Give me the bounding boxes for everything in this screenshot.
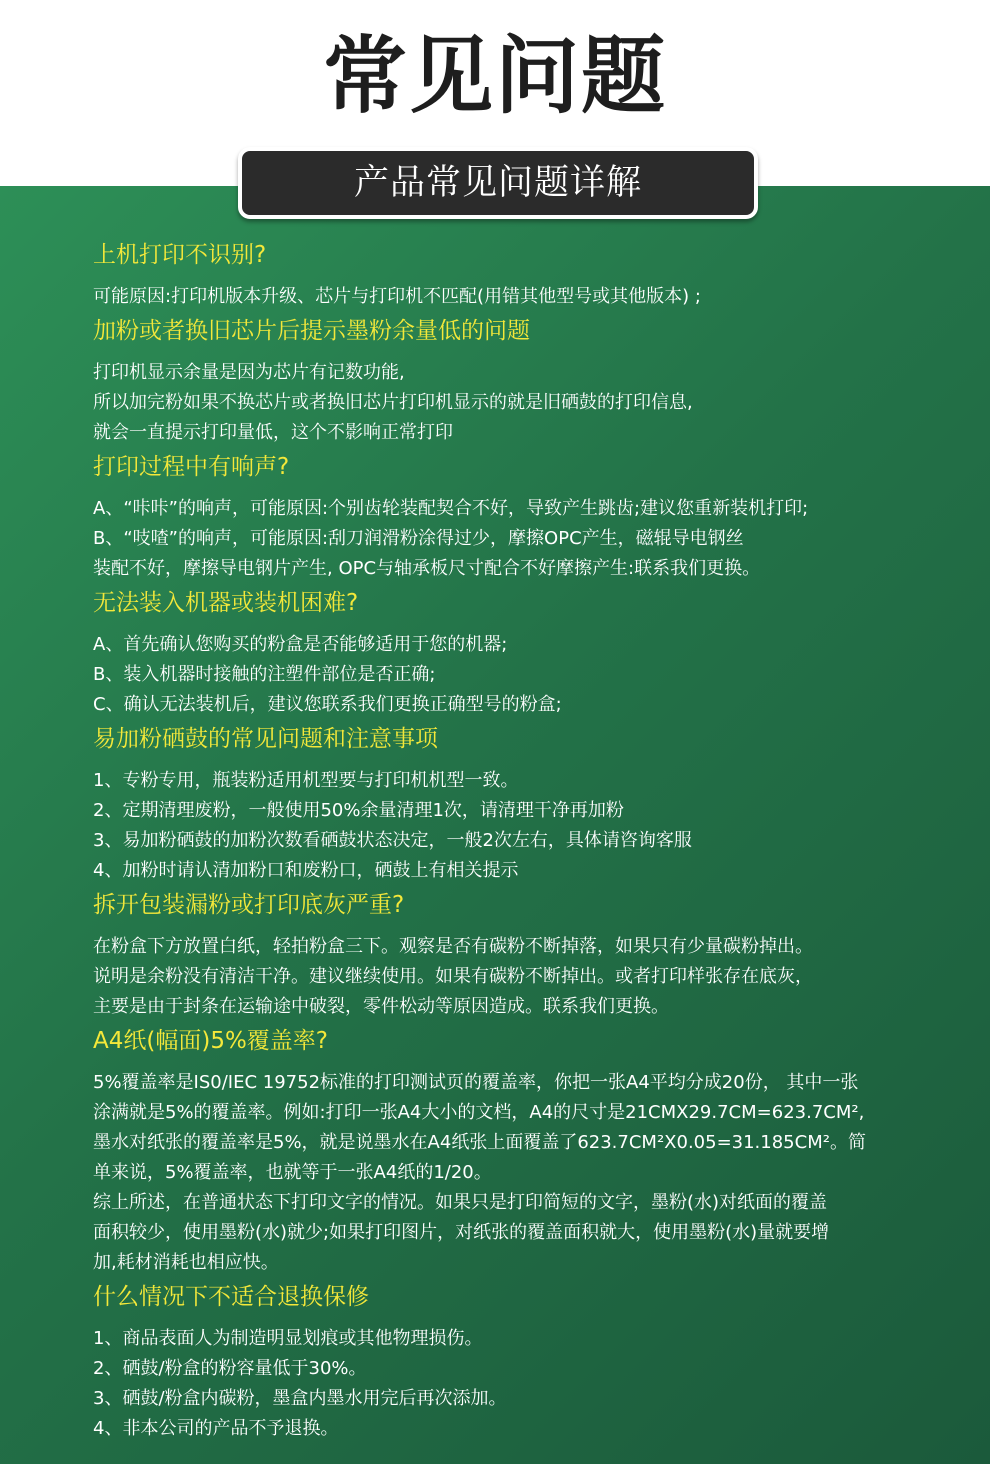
faq-answer-line: 1、专粉专用，瓶装粉适用机型要与打印机机型一致。	[93, 770, 519, 791]
faq-answer-line: A、首先确认您购买的粉盒是否能够适用于您的机器;	[93, 634, 508, 655]
faq-question: 打印过程中有响声?	[93, 454, 290, 480]
faq-answer-line: A、“咔咔”的响声，可能原因:个别齿轮装配契合不好，导致产生跳齿;建议您重新装机打印;	[93, 498, 809, 519]
faq-question: 上机打印不识别?	[93, 242, 267, 268]
faq-answer-line: 单来说，5%覆盖率，也就等于一张A4纸的1/20。	[93, 1162, 492, 1183]
faq-answer-line: B、“吱喳”的响声，可能原因:刮刀润滑粉涂得过少，摩擦OPC产生，磁辊导电钢丝	[93, 528, 744, 549]
faq-answer-line: 2、定期清理废粉，一般使用50%余量清理1次，请清理干净再加粉	[93, 800, 624, 821]
faq-answer-line: 4、非本公司的产品不予退换。	[93, 1418, 339, 1439]
faq-section	[93, 312, 933, 448]
faq-question: A4纸(幅面)5%覆盖率?	[93, 1028, 329, 1054]
faq-answer-line: 3、易加粉硒鼓的加粉次数看硒鼓状态决定，一般2次左右，具体请咨询客服	[93, 830, 692, 851]
faq-answer-line: B、装入机器时接触的注塑件部位是否正确;	[93, 664, 436, 685]
faq-answer-line: 就会一直提示打印量低，这个不影响正常打印	[93, 422, 453, 443]
faq-answer-line: 涂满就是5%的覆盖率。例如:打印一张A4大小的文档，A4的尺寸是21CMX29.7CM=623.7CM²,	[93, 1102, 865, 1123]
page-title: 常见问题	[322, 27, 667, 125]
faq-answer-line: 3、硒鼓/粉盒内碳粉，墨盒内墨水用完后再次添加。	[93, 1388, 507, 1409]
faq-answer-line: 4、加粉时请认清加粉口和废粉口，硒鼓上有相关提示	[93, 860, 519, 881]
faq-section	[93, 1022, 933, 1278]
faq-answer-line: 说明是余粉没有清洁干净。建议继续使用。如果有碳粉不断掉出。或者打印样张存在底灰，	[93, 966, 813, 987]
faq-answer-line: 在粉盒下方放置白纸，轻拍粉盒三下。观察是否有碳粉不断掉落，如果只有少量碳粉掉出。	[93, 936, 813, 957]
faq-answer-line: 加,耗材消耗也相应快。	[93, 1252, 279, 1273]
faq-section	[93, 1278, 933, 1444]
faq-answer-line: C、确认无法装机后，建议您联系我们更换正确型号的粉盒;	[93, 694, 562, 715]
faq-section	[93, 720, 933, 886]
faq-answer-line: 所以加完粉如果不换芯片或者换旧芯片打印机显示的就是旧硒鼓的打印信息,	[93, 392, 693, 413]
faq-answer-line: 5%覆盖率是IS0/IEC 19752标准的打印测试页的覆盖率，你把一张A4平均分成20份， 其中一张	[93, 1072, 859, 1093]
faq-section	[93, 236, 933, 312]
faq-answer-line: 可能原因:打印机版本升级、芯片与打印机不匹配(用错其他型号或其他版本) ;	[93, 286, 701, 307]
faq-section	[93, 584, 933, 720]
faq-answer-line: 装配不好，摩擦导电钢片产生, OPC与轴承板尺寸配合不好摩擦产生:联系我们更换。	[93, 558, 761, 579]
faq-section	[93, 448, 933, 584]
faq-question: 易加粉硒鼓的常见问题和注意事项	[93, 726, 438, 752]
faq-answer-line: 面积较少，使用墨粉(水)就少;如果打印图片，对纸张的覆盖面积就大，使用墨粉(水)量就要增	[93, 1222, 830, 1243]
faq-question: 拆开包装漏粉或打印底灰严重?	[93, 892, 405, 918]
faq-content	[93, 236, 933, 1444]
faq-answer-line: 打印机显示余量是因为芯片有记数功能,	[93, 362, 405, 383]
faq-answer-line: 2、硒鼓/粉盒的粉容量低于30%。	[93, 1358, 367, 1379]
subtitle-banner: 产品常见问题详解	[238, 147, 758, 219]
faq-answer-line: 1、商品表面人为制造明显划痕或其他物理损伤。	[93, 1328, 483, 1349]
faq-section	[93, 886, 933, 1022]
faq-answer-line: 墨水对纸张的覆盖率是5%，就是说墨水在A4纸张上面覆盖了623.7CM²X0.05=31.185CM²。简	[93, 1132, 866, 1153]
faq-question: 加粉或者换旧芯片后提示墨粉余量低的问题	[93, 318, 530, 344]
faq-question: 无法装入机器或装机困难?	[93, 590, 359, 616]
faq-question: 什么情况下不适合退换保修	[93, 1284, 369, 1310]
faq-answer-line: 主要是由于封条在运输途中破裂，零件松动等原因造成。联系我们更换。	[93, 996, 669, 1017]
faq-answer-line: 综上所述，在普通状态下打印文字的情况。如果只是打印简短的文字，墨粉(水)对纸面的覆盖	[93, 1192, 828, 1213]
